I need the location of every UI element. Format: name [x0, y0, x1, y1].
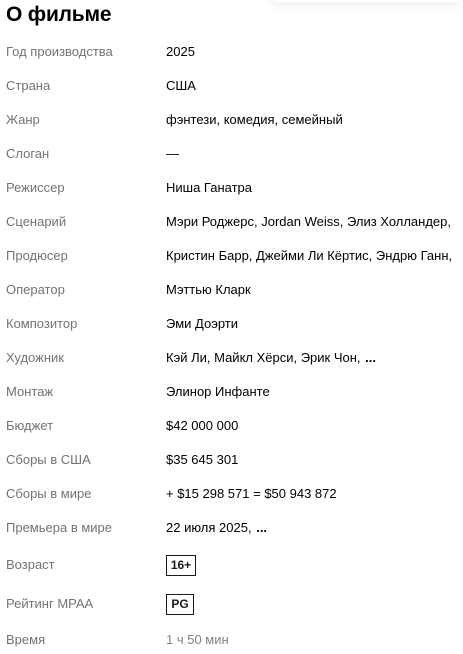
- row-operator: [0, 276, 463, 304]
- row-label: Время: [6, 632, 46, 647]
- production-year-value: [166, 38, 463, 66]
- row-label: Оператор: [6, 282, 65, 297]
- slogan-value: —: [166, 146, 179, 161]
- row-composer: [0, 310, 463, 338]
- screenplay-value: [166, 208, 463, 236]
- editing-value: [166, 378, 463, 406]
- runtime-value: 1 ч 50 мин: [166, 632, 229, 647]
- row-age-rating: [0, 551, 463, 579]
- row-label: Год производства: [6, 44, 113, 59]
- budget-value: [166, 412, 463, 440]
- row-world-premiere: [0, 514, 463, 542]
- genre-value: [166, 106, 463, 134]
- world-premiere-value: [166, 514, 463, 542]
- row-label: Сценарий: [6, 214, 67, 229]
- age-rating-badge[interactable]: 16+: [166, 555, 196, 576]
- box-office-usa-value: [166, 446, 463, 474]
- row-screenplay: [0, 208, 463, 236]
- row-label: Премьера в мире: [6, 520, 112, 535]
- world-premiere-link[interactable]: 22 июля 2025,: [166, 520, 252, 535]
- budget-link[interactable]: $42 000 000: [166, 418, 239, 433]
- country-value: [166, 72, 463, 100]
- row-box-office-world: [0, 480, 463, 508]
- composer-value: [166, 310, 463, 338]
- screenplay-links[interactable]: Мэри Роджерс, Jordan Weiss, Элиз Холландер,: [166, 214, 451, 229]
- row-mpaa-rating: [0, 590, 463, 618]
- premiere-more-button[interactable]: ...: [256, 520, 268, 535]
- artist-links[interactable]: Кэй Ли, Майкл Хёрси, Эрик Чон,: [166, 350, 361, 365]
- row-label: Композитор: [6, 316, 78, 331]
- row-label: Монтаж: [6, 384, 54, 399]
- row-label: Страна: [6, 78, 51, 93]
- row-label: Слоган: [6, 146, 50, 161]
- row-label: Бюджет: [6, 418, 54, 433]
- row-director: [0, 174, 463, 202]
- row-box-office-usa: [0, 446, 463, 474]
- row-label: Рейтинг MPAA: [6, 596, 94, 611]
- artist-value: [166, 344, 463, 372]
- row-label: Возраст: [6, 557, 55, 572]
- row-editing: [0, 378, 463, 406]
- director-value: [166, 174, 463, 202]
- row-label: Режиссер: [6, 180, 65, 195]
- row-production-year: [0, 38, 463, 66]
- composer-link[interactable]: Эми Доэрти: [166, 316, 238, 331]
- row-artist: [0, 344, 463, 372]
- producer-value: [166, 242, 463, 270]
- operator-value: [166, 276, 463, 304]
- producer-links[interactable]: Кристин Барр, Джейми Ли Кёртис, Эндрю Ганн,: [166, 248, 453, 263]
- box-office-usa-link[interactable]: $35 645 301: [166, 452, 239, 467]
- country-link[interactable]: США: [166, 78, 196, 93]
- mpaa-rating-badge[interactable]: PG: [166, 594, 194, 615]
- artist-more-button[interactable]: ...: [365, 350, 376, 365]
- row-budget: [0, 412, 463, 440]
- box-office-world-link[interactable]: + $15 298 571 = $50 943 872: [166, 486, 337, 501]
- box-office-world-value: [166, 480, 463, 508]
- row-genre: [0, 106, 463, 134]
- row-runtime: [0, 626, 463, 654]
- row-country: [0, 72, 463, 100]
- editing-link[interactable]: Элинор Инфанте: [166, 384, 270, 399]
- row-slogan: [0, 140, 463, 168]
- production-year-link[interactable]: 2025: [166, 44, 195, 59]
- row-label: Сборы в мире: [6, 486, 92, 501]
- section-title: О фильме: [6, 3, 112, 26]
- genre-link[interactable]: фэнтези, комедия, семейный: [166, 112, 343, 127]
- row-label: Художник: [6, 350, 64, 365]
- director-link[interactable]: Ниша Ганатра: [166, 180, 252, 195]
- row-label: Сборы в США: [6, 452, 91, 467]
- operator-link[interactable]: Мэттью Кларк: [166, 282, 251, 297]
- row-producer: [0, 242, 463, 270]
- row-label: Продюсер: [6, 248, 68, 263]
- row-label: Жанр: [6, 112, 40, 127]
